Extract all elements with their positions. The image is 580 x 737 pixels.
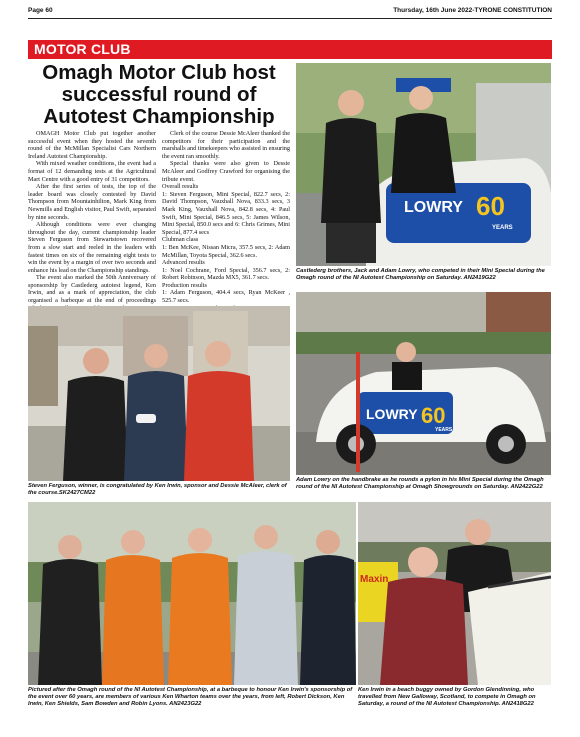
headline (28, 62, 290, 128)
lowry-decal-text: LOWRY (366, 406, 418, 422)
results-text: 1: Adam Ferguson, 404.4 secs, Ryan McKeer , 525.7 secs. (162, 289, 290, 305)
paragraph: Although conditions were ever changing throughout the day, current championship leader Steven Ferguson from Stewartstown recovered from a slow start and reeled in the leaders with fastest times on six of the remaining eight tests to win the event by a margin of over two seconds and enhance his lead on the Championship standings. (28, 221, 156, 274)
paragraph: The event also marked the 50th Anniversary of sponsorship by Castlederg autotest legend, Ken Irwin, and as a mark of appreciation, the club organised a barbeque at the end of proceedings (28, 274, 156, 305)
results-text: 1: Steven Ferguson, Mini Special, 822.7 secs, 2: David Thompson, Vauxhall Nova, 833.3 secs, 3 Mark King, Vauxhall Nova, 842.8 secs, 4: Paul Swift, Mini Special, 846.5 secs, 5: James Wilson, Mini Special, 850.0 secs and 6: Chris Grimes, Mini Special, 877.4 secs (162, 190, 290, 236)
publication-date: Thursday, 16th June 2022-TYRONE CONSTITUTION (393, 7, 552, 14)
results-heading: Overall results (162, 183, 199, 191)
article-column-1 (28, 130, 156, 335)
results-text: 1: Noel Cochrane, Ford Special, 356.7 secs, 2: Robert Robinson, Mazda MX5, 361.7 secs. (162, 266, 290, 282)
section-label: MOTOR CLUB (34, 41, 131, 57)
results-text: 1: Ben McKee, Nissan Micra, 357.5 secs, 2: Adam McMillan, Toyota Special, 362.6 secs. (162, 243, 290, 259)
lowry-decal-suffix: YEARS (492, 225, 513, 231)
photo-caption: Castlederg brothers, Jack and Adam Lowry, who competed in their Mini Special during the Omagh round of the NI Autotest Championship on Saturday. AN2419G22 (296, 268, 545, 281)
article-column-2 (162, 130, 290, 335)
headline-line: successful round of (61, 83, 257, 106)
headline-line: Omagh Motor Club host (42, 61, 276, 84)
photo-caption: Pictured after the Omagh round of the NI Autotest Championship, at a barbeque to honour Ken Irwin's sponsorship of the event over 60 years, are members of various Ken Wharton teams over the years, from left, Robert Dickson, Ken Irwin, Ken Shields, Sam Bowden and Robin Lyons. AN2423G22 (28, 687, 353, 707)
photo-lowry-brothers (296, 63, 551, 266)
lowry-decal-number: 60 (476, 191, 505, 221)
section-banner (28, 40, 552, 59)
photo-wharton-team-members (28, 502, 356, 685)
results-heading: Clubman class (162, 236, 199, 244)
paragraph: With mixed weather conditions, the event had a format of 12 demanding tests at the Agricultural Mart Centre with a good entry of 31 competitors. (28, 160, 156, 183)
paragraph: After the first series of tests, the top of the leader board was closely contested by David Thompson from Mountainhilton, Mark King from Newmills and English visitor, Paul Swift, separated by nine seconds. (28, 183, 156, 221)
page-number: Page 60 (28, 7, 53, 14)
paragraph: Clerk of the course Dessie McAleer thanked the competitors for their participation and the marshalls and timekeepers who assisted in ensuring the event ran smoothly. (162, 130, 290, 160)
photo-caption: Adam Lowry on the handbrake as he rounds a pylon in his Mini Special during the Omagh round of the NI Autotest Championship at Omagh Showgrounds on Saturday. AN2422G22 (296, 477, 544, 490)
lowry-decal-number: 60 (421, 403, 446, 428)
results-heading: Advanced results (162, 259, 205, 267)
paragraph: Special thanks were also given to Dessie McAleer and Godfrey Crawford for organising the tribute event. (162, 160, 290, 183)
results-heading: Production results (162, 281, 207, 289)
paragraph: OMAGH Motor Club put together another successful event when they hosted the seventh round of the McMillan Specialist Cars Northern Ireland Autotest Championship. (28, 130, 156, 160)
lowry-decal-text: LOWRY (404, 199, 463, 216)
photo-ken-irwin-beach-buggy (358, 502, 551, 685)
photo-caption: Steven Ferguson, winner, is congratulated by Ken Irwin, sponsor and Dessie McAleer, clerk of the course.SK2427CM22 (28, 483, 287, 496)
photo-adam-lowry-handbrake (296, 292, 551, 475)
headline-line: Autotest Championship (43, 105, 275, 128)
sign-text: Maxin (360, 574, 389, 585)
photo-ferguson-congratulated (28, 306, 290, 481)
photo-caption: Ken Irwin in a beach buggy owned by Gordon Glendinning, who travelled from New Galloway, Scotland, to compete in Omagh on Saturday, a round of the NI Autotest Championship. AN2418G22 (358, 687, 536, 707)
masthead-rule (28, 18, 552, 19)
lowry-decal-suffix: YEARS (435, 427, 453, 433)
